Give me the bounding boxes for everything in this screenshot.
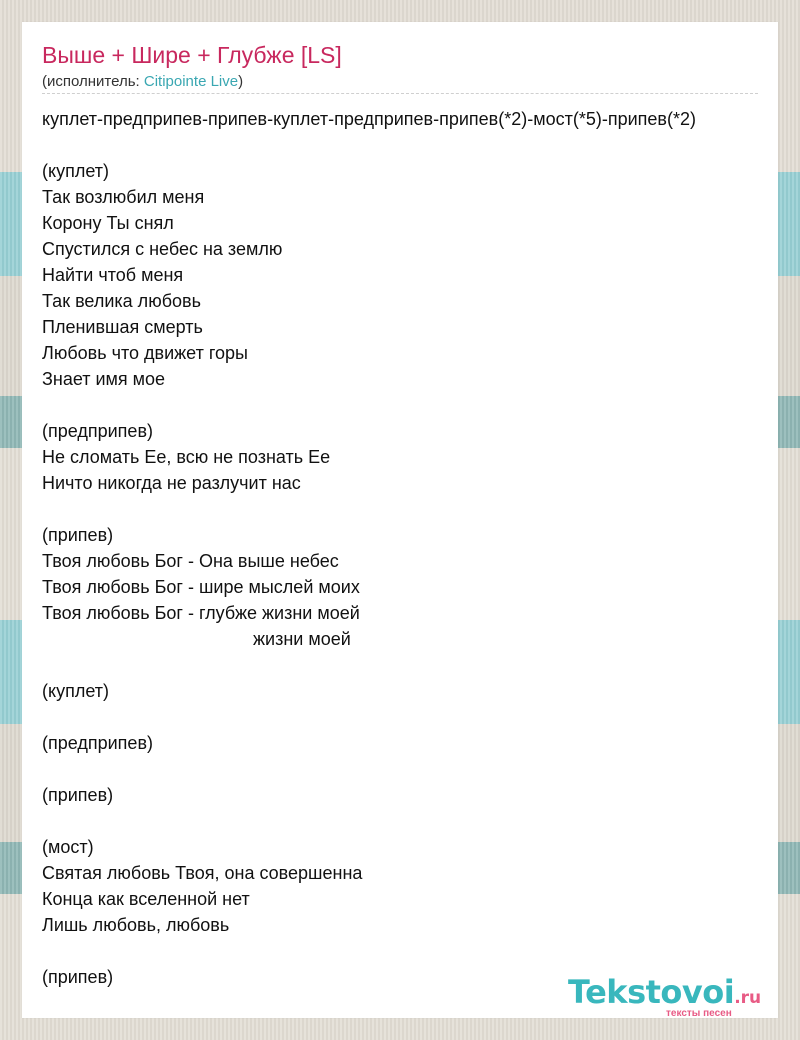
artist-suffix: )	[238, 73, 244, 90]
logo-tld: .ru	[734, 988, 762, 1008]
lyric-line: Твоя любовь Бог - шире мыслей моих	[42, 577, 360, 597]
lyric-line: Знает имя мое	[42, 369, 166, 389]
blank-line	[42, 756, 778, 782]
blank-line	[42, 132, 778, 158]
song-structure: куплет-предприпев-припев-куплет-предприпев-припев(*2)-мост(*5)-припев(*2)	[42, 109, 696, 129]
blank-line	[42, 808, 778, 834]
section-label-prechorus: (предприпев)	[42, 733, 153, 753]
lyric-line: Любовь что движет горы	[42, 343, 248, 363]
section-label-verse: (куплет)	[42, 681, 109, 701]
blank-line	[42, 392, 778, 418]
lyric-line-echo: жизни моей	[253, 629, 351, 649]
song-title: Выше + Шире + Глубже [LS]	[42, 42, 342, 68]
lyrics-body	[42, 106, 778, 990]
lyric-line: Лишь любовь, любовь	[42, 915, 230, 935]
lyric-line: Твоя любовь Бог - Она выше небес	[42, 551, 339, 571]
logo-brand-name: Tekstovoi	[568, 973, 735, 1011]
lyrics-card	[22, 22, 778, 1018]
lyric-line: Ничто никогда не разлучит нас	[42, 473, 301, 493]
lyric-line: Святая любовь Твоя, она совершенна	[42, 863, 363, 883]
section-label-bridge: (мост)	[42, 837, 94, 857]
section-label-chorus: (припев)	[42, 967, 114, 987]
lyric-line: Найти чтоб меня	[42, 265, 184, 285]
lyric-line: Не сломать Ее, всю не познать Ее	[42, 447, 331, 467]
lyric-line: Конца как вселенной нет	[42, 889, 250, 909]
artist-line	[42, 73, 243, 90]
artist-link[interactable]: Citipointe Live	[143, 73, 239, 90]
logo-brand	[568, 972, 761, 1018]
lyric-line: Так возлюбил меня	[42, 187, 205, 207]
section-label-verse: (куплет)	[42, 161, 109, 181]
lyric-line: Спустился с небес на землю	[42, 239, 283, 259]
site-logo[interactable]	[568, 972, 778, 1018]
blank-line	[42, 496, 778, 522]
blank-line	[42, 704, 778, 730]
artist-prefix: (исполнитель:	[42, 73, 144, 90]
blank-line	[42, 938, 778, 964]
section-label-prechorus: (предприпев)	[42, 421, 153, 441]
section-label-chorus: (припев)	[42, 525, 114, 545]
lyric-line: Пленившая смерть	[42, 317, 203, 337]
logo-tagline: тексты песен	[666, 1008, 732, 1018]
blank-line	[42, 652, 778, 678]
title-divider	[42, 93, 758, 94]
lyric-line: Твоя любовь Бог - глубже жизни моей	[42, 603, 360, 623]
section-label-chorus: (припев)	[42, 785, 114, 805]
lyric-line: Корону Ты снял	[42, 213, 174, 233]
lyric-line: Так велика любовь	[42, 291, 201, 311]
